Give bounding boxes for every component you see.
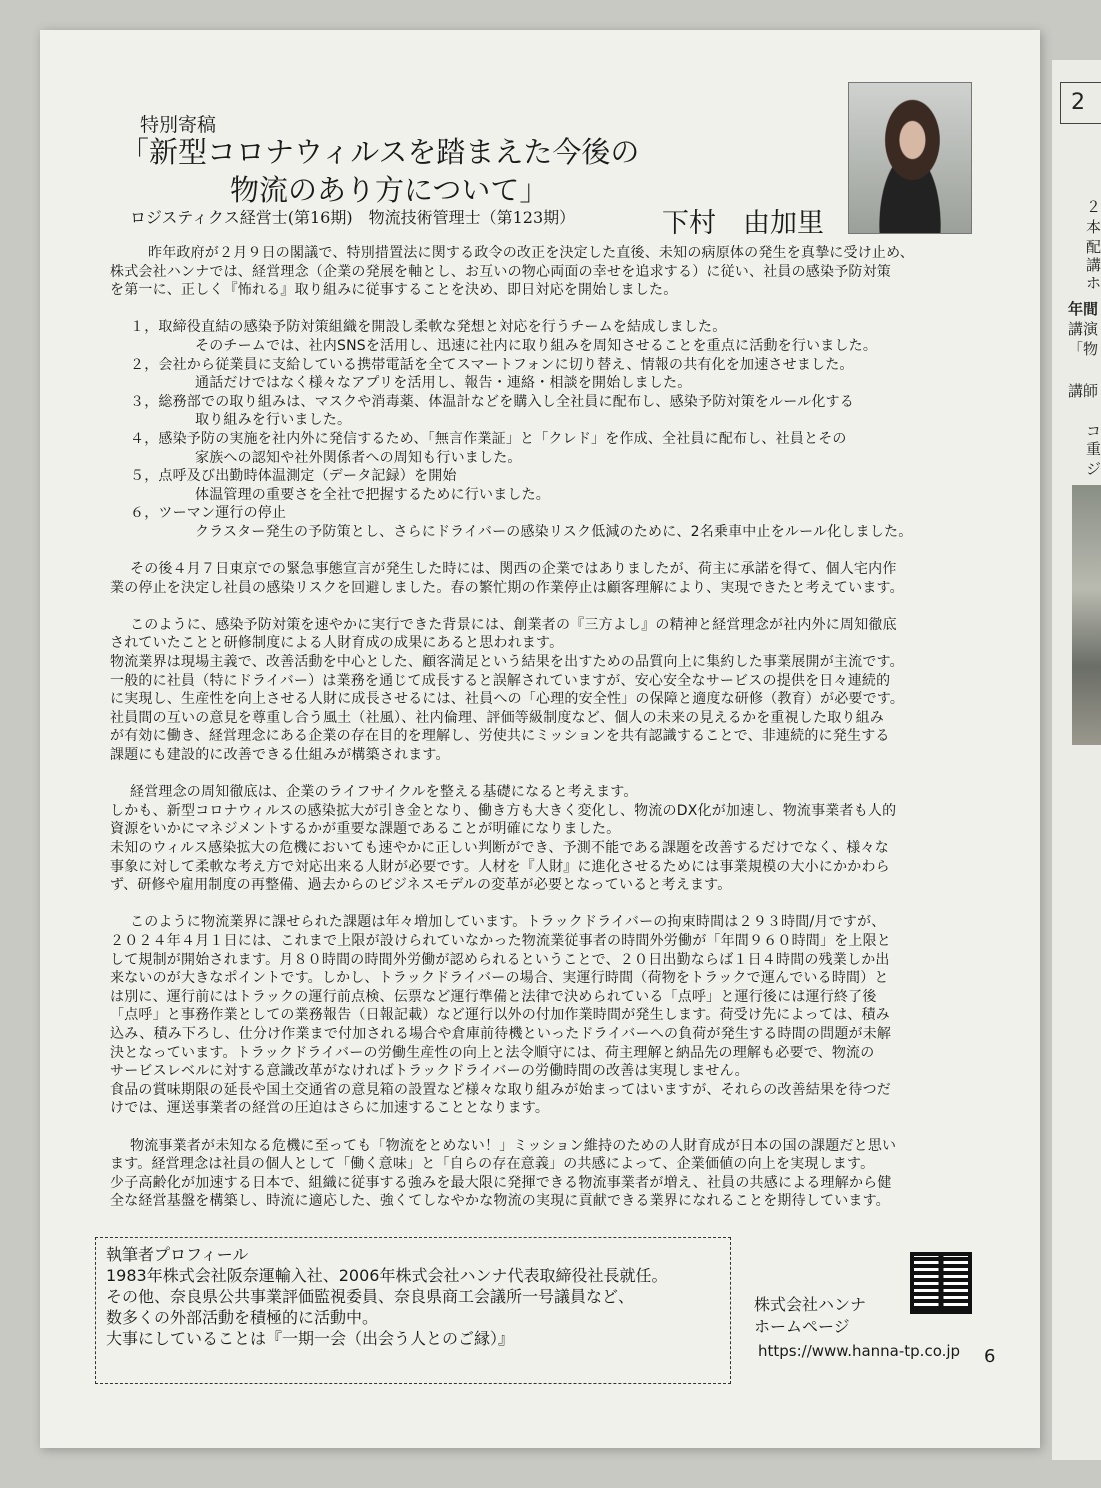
adjacent-page-text: 講師 (1068, 382, 1099, 400)
author-name: 下村 由加里 (662, 208, 824, 239)
list-item-detail: そのチームでは、社内SNSを活用し、迅速に社内に取り組みを周知させることを重点に活動を行いました。 (195, 337, 878, 354)
adjacent-page-photo (1072, 485, 1101, 745)
author-photo (848, 82, 972, 234)
body-line: 物流業界は現場主義で、改善活動を中心とした、顧客満足という結果を出すための品質向上に集約した事業展開が主流です。 (110, 654, 904, 671)
adjacent-page-text: ジ (1086, 460, 1101, 478)
list-item: ５，点呼及び出勤時体温測定（データ記録）を開始 (130, 468, 457, 485)
body-line: 課題にも建設的に改善できる仕組みが構築されます。 (110, 747, 450, 764)
body-line: サービスレベルに対する意識改革がなければトラックドライバーの労働時間の改善は実現しません。 (110, 1063, 749, 1080)
adjacent-page-text: 本 (1086, 218, 1101, 236)
body-line: 食品の賞味期限の延長や国土交通省の意見箱の設置など様々な取り組みが始まってはいますが、それらの改善結果を待つだ (110, 1081, 891, 1098)
homepage-url[interactable]: https://www.hanna-tp.co.jp (758, 1342, 961, 1360)
body-line: に実現し、生産性を向上させる人財に成長させるには、社員への「心理的安全性」の保障と適度な研修（教育）が必要です。 (110, 691, 905, 708)
profile-title: 執筆者プロフィール (106, 1245, 249, 1264)
body-line: は別に、運行前にはトラックの運行前点検、伝票など運行準備と法律で決められている「点呼」と運行後には運行終了後 (110, 988, 877, 1005)
profile-line: 数多くの外部活動を積極的に活動中。 (106, 1308, 379, 1327)
adjacent-page-text: ホ (1086, 274, 1101, 292)
article-title-line1: 「新型コロナウィルスを踏まえた今後の (120, 135, 640, 169)
section-label: 特別寄稿 (140, 114, 217, 136)
body-line: 経営理念の周知徹底は、企業のライフサイクルを整える基礎になると考えます。 (130, 784, 638, 801)
list-item: ２，会社から従業員に支給している携帯電話を全てスマートフォンに切り替え、情報の共有化を加速させました。 (130, 356, 854, 373)
body-line: 物流事業者が未知なる危機に至っても「物流をとめない！」ミッション維持のための人財育成が日本の国の課題だと思い (130, 1137, 897, 1154)
list-item: ４，感染予防の実施を社内外に発信するため、「無言作業証」と「クレド」を作成、全社員に配布し、社員とその (130, 430, 847, 447)
adjacent-page-text: 配 (1086, 238, 1101, 256)
body-line: 業の停止を決定し社員の感染リスクを回避しました。春の繁忙期の作業停止は顧客理解により、実現できたと考えています。 (110, 579, 904, 596)
adjacent-page-text: 重 (1086, 440, 1101, 458)
article-body (110, 244, 1015, 1211)
body-line: 決となっています。トラックドライバーの労働生産性の向上と法令順守には、荷主理解と納品先の理解も必要で、物流の (110, 1044, 875, 1061)
company-name: 株式会社ハンナ (754, 1295, 867, 1314)
list-item-detail: 通話だけではなく様々なアプリを活用し、報告・連絡・相談を開始しました。 (195, 375, 692, 392)
body-line: 全な経営基盤を構築し、時流に適応した、強くてしなやかな物流の実現に貢献できる業界になれることを期待しています。 (110, 1193, 890, 1210)
homepage-label (754, 1294, 866, 1338)
article-title-line2: 物流のあり方について」 (230, 173, 549, 207)
adjacent-page-box: 2 (1060, 82, 1101, 124)
newsletter-page (40, 30, 1040, 1448)
body-line: このように、感染予防対策を速やかに実行できた背景には、創業者の『三方よし』の精神と経営理念が社内外に周知徹底 (130, 616, 897, 633)
body-line: 「点呼」と事務作業としての業務報告（日報記載）など運行以外の付加作業時間が発生します。荷受け先によっては、積み (110, 1007, 890, 1024)
body-line: 来ないのが大きなポイントです。しかし、トラックドライバーの場合、実運行時間（荷物をトラックで運んでいる時間）と (110, 970, 889, 987)
body-line: その後４月７日東京での緊急事態宣言が発生した時には、関西の企業ではありましたが、荷主に承諾を得て、個人宅内作 (130, 561, 897, 578)
body-line: このように物流業界に課せられた課題は年々増加しています。トラックドライバーの拘束時間は２９３時間/月ですが、 (130, 914, 886, 931)
body-line: 昨年政府が２月９日の閣議で、特別措置法に関する政令の改正を決定した直後、未知の病原体の発生を真摯に受け止め、 (148, 245, 914, 261)
body-line: 込み、積み下ろし、仕分け作業まで付加される場合や倉庫前待機といったドライバーへの負荷が発生する時間の問題が未解 (110, 1025, 892, 1042)
list-item: ３，総務部での取り組みは、マスクや消毒薬、体温計などを購入し全社員に配布し、感染予防対策をルール化する (130, 393, 854, 410)
list-item: １，取締役直結の感染予防対策組織を開設し柔軟な発想と対応を行うチームを結成しました。 (130, 319, 727, 336)
author-line (130, 205, 824, 239)
body-line: 一般的に社員（特にドライバー）は業務を通じて成長すると誤解されていますが、安心安全なサービスの提供を日々連続的 (110, 672, 891, 689)
body-line: 未知のウィルス感染拡大の危機においても速やかに正しい判断ができ、予測不能である課題を改善するだけでなく、様々な (110, 840, 889, 856)
body-line: を第一に、正しく『怖れる』取り組みに従事することを決め、即日対応を開始しました。 (110, 282, 678, 299)
page-number: 6 (984, 1346, 996, 1367)
profile-line: その他、奈良県公共事業評価監視委員、奈良県商工会議所一号議員など、 (106, 1287, 635, 1306)
adjacent-page-text: 講演 (1068, 320, 1099, 338)
body-line: 事象に対して柔軟な考え方で対応出来る人財が必要です。人材を『人財』に進化させるためには事業規模の大小にかかわら (110, 858, 890, 875)
list-item-detail: 体温管理の重要さを全社で把握するために行いました。 (195, 486, 550, 503)
adjacent-page-text: 講 (1086, 256, 1101, 274)
adjacent-page (1052, 60, 1101, 1460)
body-line: けでは、運送事業者の経営の圧迫はさらに加速することとなります。 (110, 1100, 550, 1117)
list-item-detail: クラスター発生の予防策とし、さらにドライバーの感染リスク低減のために、2名乗車中止をルール化しました。 (195, 523, 913, 540)
adjacent-page-text: 「物 (1068, 340, 1099, 358)
profile-line: 1983年株式会社阪奈運輸入社、2006年株式会社ハンナ代表取締役社長就任。 (106, 1266, 668, 1285)
list-item-detail: 取り組みを行いました。 (195, 412, 352, 429)
body-line: 資源をいかにマネジメントするかが重要な課題であることが明確になりました。 (110, 821, 621, 838)
homepage-caption: ホームページ (754, 1317, 850, 1336)
body-line: しかも、新型コロナウィルスの感染拡大が引き金となり、働き方も大きく変化し、物流のDX化が加速し、物流事業者も人的 (110, 802, 897, 819)
body-line: 少子高齢化が加速する日本で、組織に従事する強みを最大限に発揮できる物流事業者が増え、社員の共感による理解から健 (110, 1174, 892, 1191)
qr-code-icon[interactable] (910, 1252, 972, 1314)
profile-line: 大事にしていることは『一期一会（出会う人とのご縁）』 (106, 1329, 515, 1348)
body-line: されていたことと研修制度による人財育成の成果にあると思われます。 (110, 635, 564, 652)
author-qualifications: ロジスティクス経営士(第16期) 物流技術管理士（第123期） (130, 208, 576, 227)
adjacent-page-text: コ (1086, 422, 1101, 440)
list-item-detail: 家族への認知や社外関係者への周知も行いました。 (195, 449, 522, 466)
body-line: ２０２４年４月１日には、これまで上限が設けられていなかった物流業従事者の時間外労働が「年間９６０時間」を上限と (110, 932, 891, 949)
body-line: 社員間の互いの意見を尊重し合う風土（社風）、社内倫理、評価等級制度など、個人の未来の見えるかを重視した取り組み (110, 709, 884, 726)
body-line: ず、研修や雇用制度の再整備、過去からのビジネスモデルの変革が必要となっていると考えます。 (110, 877, 732, 894)
body-line: して規制が開始されます。月８０時間の時間外労働が認められるということで、２０日出勤ならば１日４時間の残業しか出 (110, 951, 890, 968)
body-line: が有効に働き、経営理念にある企業の存在目的を理解し、労使共にミッションを共有認識することで、非連続的に発生する (110, 728, 890, 745)
adjacent-page-text: 年間 (1068, 300, 1099, 318)
adjacent-page-text: ２ (1086, 198, 1101, 216)
author-profile-box (95, 1237, 731, 1384)
body-line: 株式会社ハンナでは、経営理念（企業の発展を軸とし、お互いの物心両面の幸せを追求する）に従い、社員の感染予防対策 (110, 263, 891, 280)
list-item: ６，ツーマン運行の停止 (130, 505, 287, 522)
body-line: ます。経営理念は社員の個人として「働く意味」と「自らの存在意義」の共感によって、企業価値の向上を実現します。 (110, 1156, 875, 1173)
